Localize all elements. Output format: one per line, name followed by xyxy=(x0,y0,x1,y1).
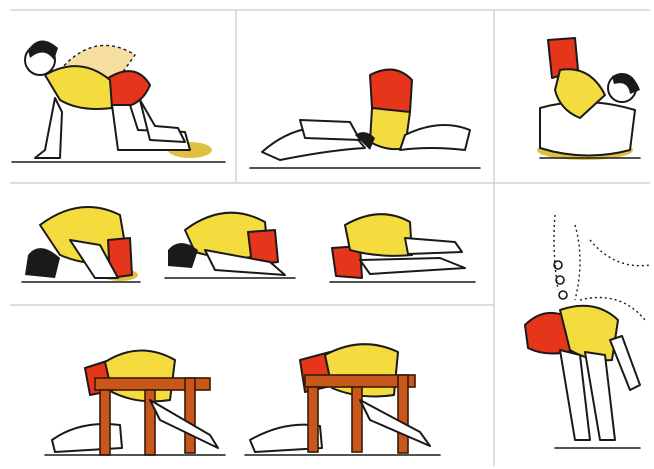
figure-standing-forward-bend xyxy=(525,215,650,448)
figure-cat-pose xyxy=(12,40,225,162)
figure-chair-stretch-right xyxy=(245,344,440,455)
figure-chair-stretch-left xyxy=(45,350,225,455)
figure-child-pose-arms-back xyxy=(165,213,295,278)
figure-child-pose-arms-forward xyxy=(330,214,475,282)
figure-plough-roll xyxy=(537,38,640,160)
figure-child-pose-head-down xyxy=(22,207,140,282)
figure-kneeling-forward-bend xyxy=(250,70,480,168)
